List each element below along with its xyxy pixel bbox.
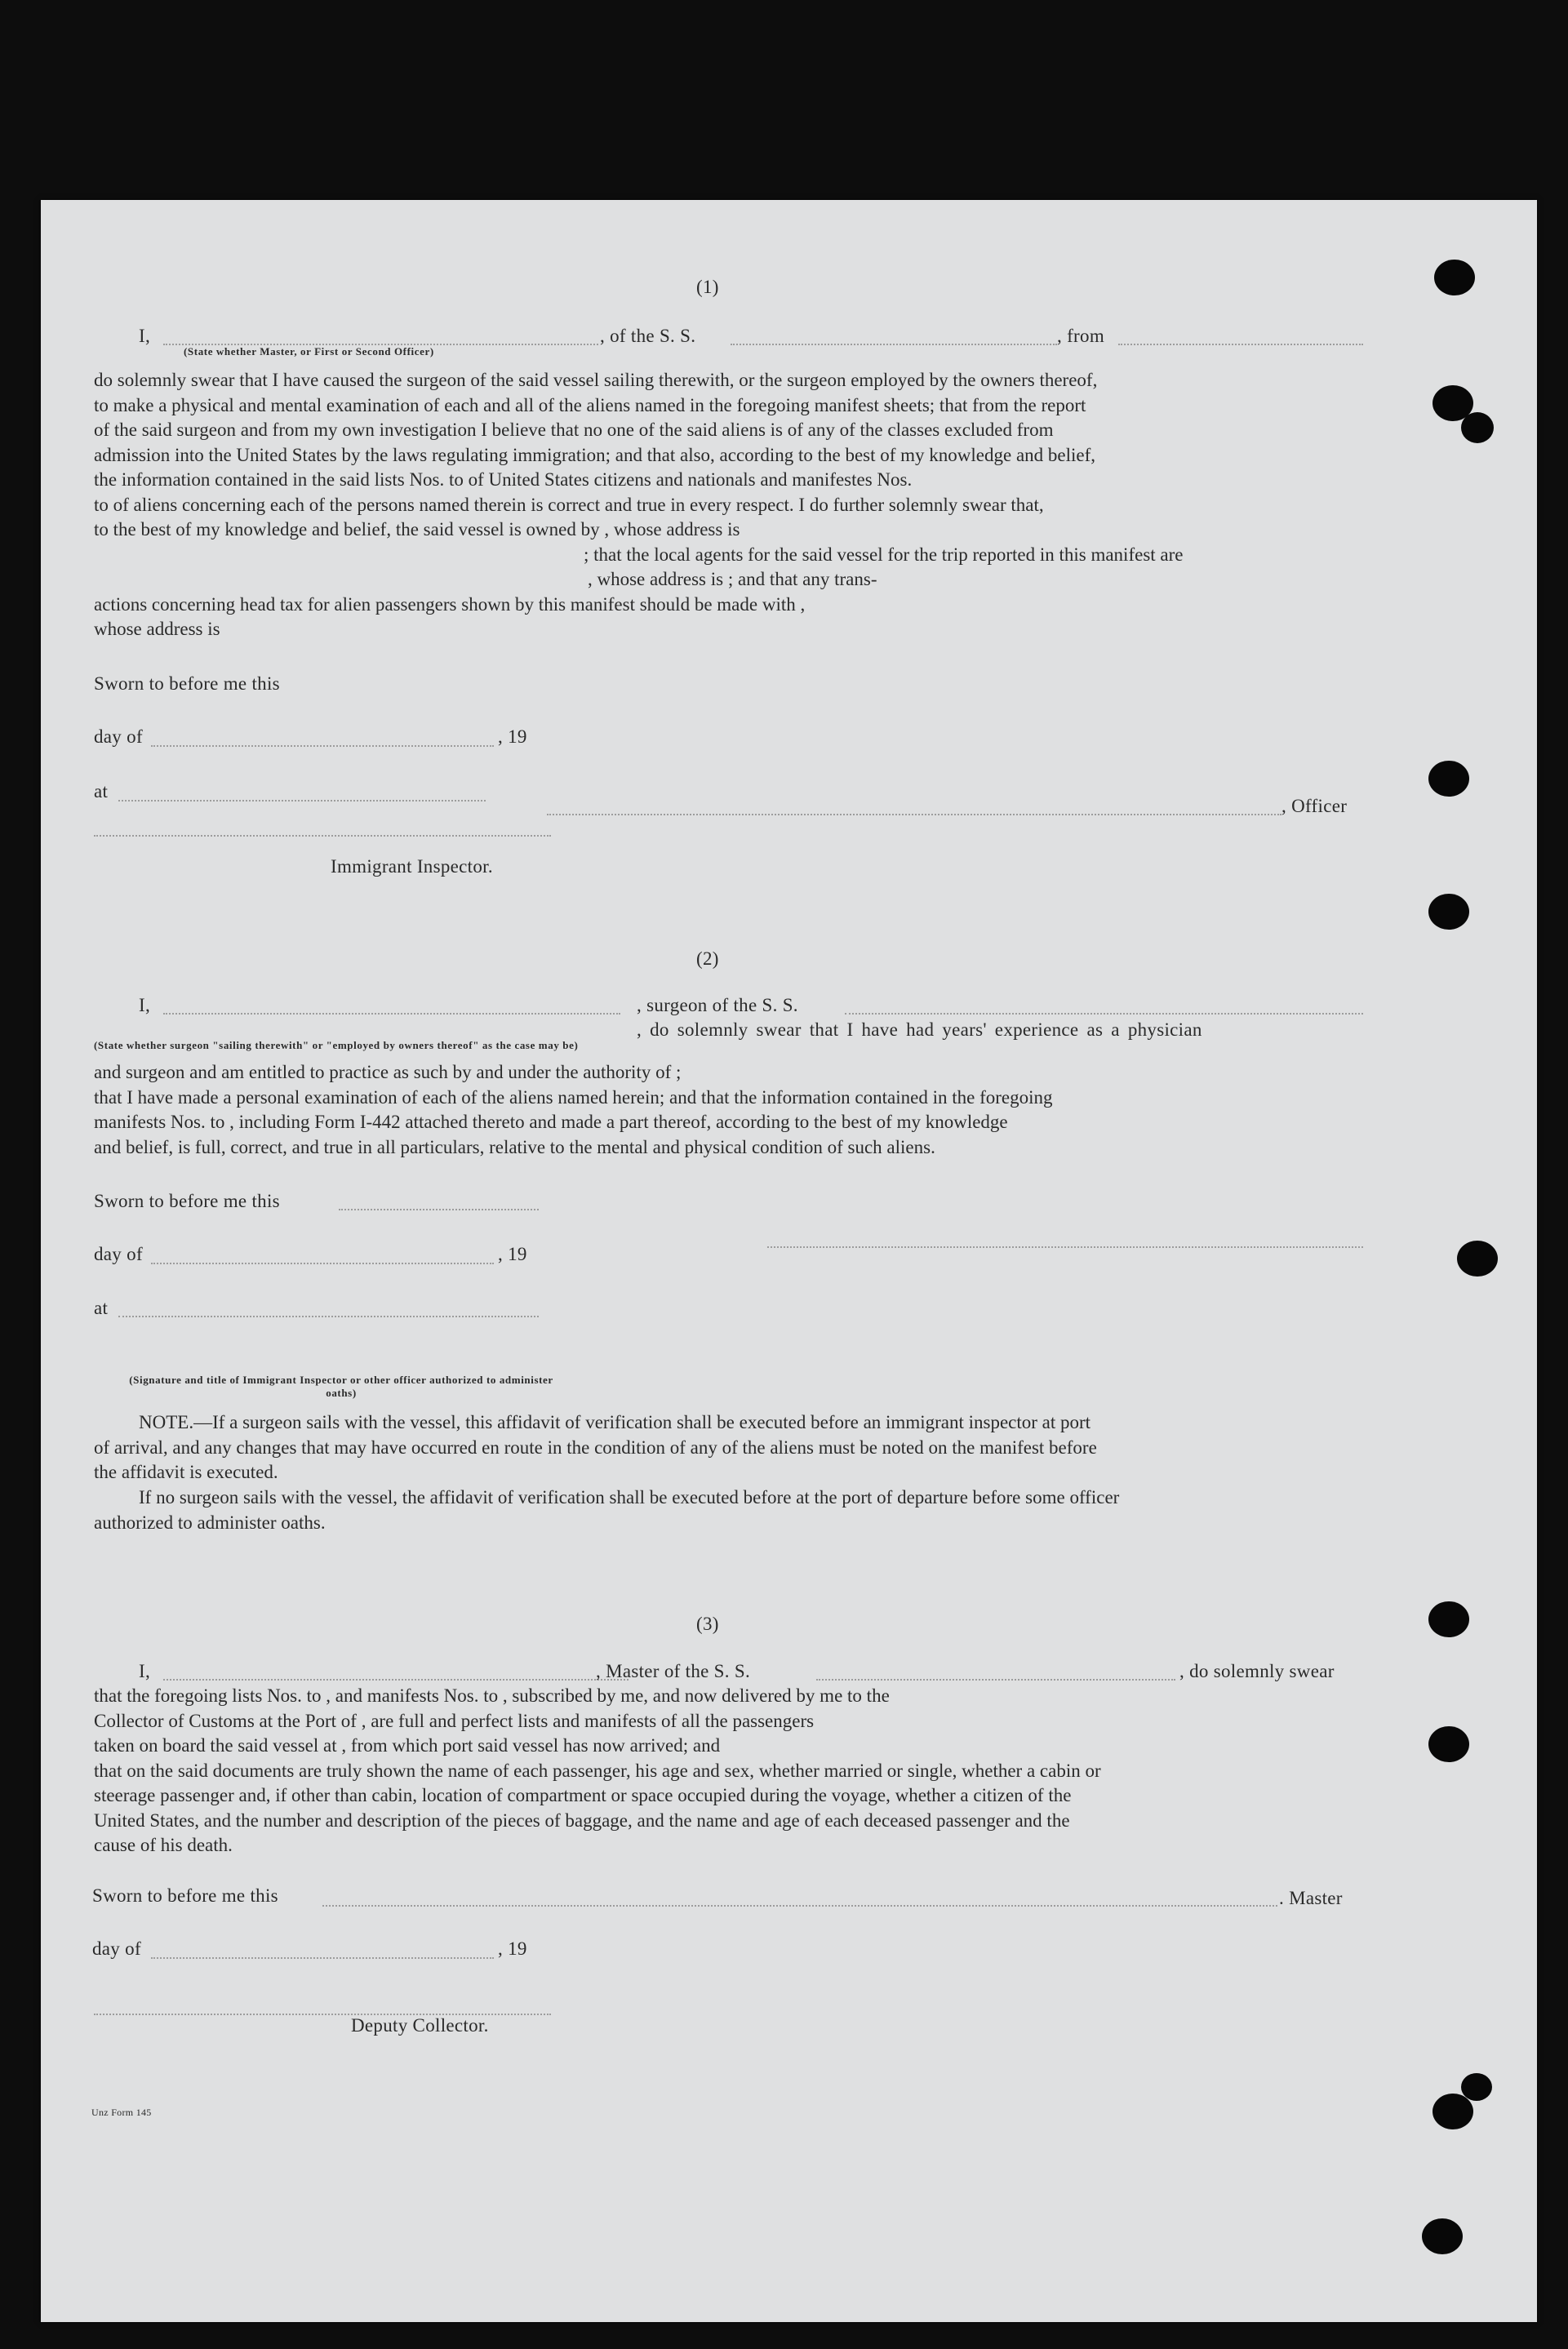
section1-line: to make a physical and mental examination of each and all of the aliens named in the foregoing manifest sheets; that from the report — [94, 394, 1086, 415]
section3-line: steerage passenger and, if other than cabin, location of compartment or space occupied during the voyage, whether a citizen of the — [94, 1785, 1072, 1805]
place-field-2[interactable] — [118, 1316, 539, 1317]
binder-hole — [1422, 2218, 1463, 2254]
officer-signature-field[interactable] — [547, 814, 1281, 815]
master-signature-field[interactable] — [322, 1905, 1277, 1907]
binder-hole — [1434, 260, 1475, 295]
section2-line: and surgeon and am entitled to practice as such by and under the authority of ; — [94, 1062, 682, 1082]
day-field-3[interactable] — [151, 1957, 494, 1959]
master-of-ss-label: , Master of the S. S. — [596, 1661, 751, 1681]
binder-hole — [1433, 2094, 1473, 2129]
sworn-label-1: Sworn to before me this — [94, 673, 280, 694]
sworn-field-2[interactable] — [339, 1209, 539, 1210]
section3-intro-i: I, — [139, 1661, 151, 1681]
surgeon-vessel-field[interactable] — [845, 1013, 1363, 1015]
note-line: If no surgeon sails with the vessel, the affidavit of verification shall be executed before at the port of departure before some officer — [139, 1487, 1120, 1508]
section2-line: manifests Nos. to , including Form I-442 attached thereto and made a part thereof, according to the best of my knowledge — [94, 1112, 1008, 1132]
section1-line: to the best of my knowledge and belief, the said vessel is owned by , whose address is — [94, 519, 740, 540]
signature-note: (Signature and title of Immigrant Inspector or other officer authorized to administer oaths) — [129, 1374, 553, 1399]
section2-body — [94, 1060, 1363, 1160]
section2-line: and belief, is full, correct, and true in all particulars, relative to the mental and physical condition of such aliens. — [94, 1136, 935, 1157]
binder-hole — [1461, 412, 1494, 443]
vessel-name-field-3[interactable] — [816, 1679, 1175, 1681]
day-field-1[interactable] — [151, 745, 494, 747]
day-of-label-2: day of — [94, 1244, 143, 1264]
place-field-1[interactable] — [118, 800, 486, 802]
day-of-label-1: day of — [94, 726, 143, 747]
binder-hole — [1457, 1241, 1498, 1277]
deputy-label: Deputy Collector. — [351, 2015, 489, 2036]
section2-intro-i: I, — [139, 995, 151, 1015]
note-paragraph-2 — [94, 1485, 1363, 1535]
manifest-affidavit-page — [41, 200, 1537, 2322]
day-of-label-3: day of — [92, 1938, 141, 1959]
inspector-signature-field[interactable] — [94, 835, 551, 837]
surgeon-note: (State whether surgeon "sailing therewith" or "employed by owners thereof" as the case may be) — [94, 1039, 579, 1051]
surgeon-swear-line: , do solemnly swear that I have had years' experience as a physician — [637, 1019, 1202, 1040]
binder-hole — [1428, 894, 1469, 930]
at-label-2: at — [94, 1298, 109, 1318]
section1-intro-i: I, — [139, 326, 151, 346]
section1-line: admission into the United States by the laws regulating immigration; and that also, according to the best of my knowledge and belief, — [94, 444, 1096, 465]
note-line: authorized to administer oaths. — [94, 1512, 326, 1533]
section3-body — [94, 1684, 1363, 1858]
year-label-2: , 19 — [498, 1244, 527, 1264]
master-label: . Master — [1279, 1888, 1343, 1908]
section1-line: to of aliens concerning each of the persons named therein is correct and true in every respect. I do further solemnly swear that, — [94, 494, 1044, 515]
master-name-field-3[interactable] — [163, 1679, 629, 1681]
section3-line: Collector of Customs at the Port of , are full and perfect lists and manifests of all the passengers — [94, 1710, 815, 1731]
section1-line: do solemnly swear that I have caused the surgeon of the said vessel sailing therewith, or the surgeon employed by the owners thereof, — [94, 370, 1098, 390]
section3-line: United States, and the number and description of the pieces of baggage, and the name and age of each deceased passenger and the — [94, 1809, 1070, 1831]
section1-line: actions concerning head tax for alien passengers shown by this manifest should be made with , — [94, 593, 806, 615]
section1-line: ; that the local agents for the said vessel for the trip reported in this manifest are — [584, 544, 1184, 565]
section1-line: , whose address is ; and that any trans- — [588, 569, 877, 589]
note-line: the affidavit is executed. — [94, 1462, 278, 1482]
note-paragraph-1 — [94, 1410, 1363, 1485]
sworn-label-3: Sworn to before me this — [92, 1885, 278, 1906]
note-line: of arrival, and any changes that may have occurred en route in the condition of any of the aliens must be noted on the manifest before — [94, 1436, 1097, 1458]
section1-line: whose address is — [94, 619, 220, 639]
section1-line: of the said surgeon and from my own investigation I believe that no one of the said aliens is of any of the classes excluded from — [94, 420, 1054, 440]
section2-number: (2) — [696, 948, 719, 969]
surgeon-of-label: , surgeon of the S. S. — [637, 995, 798, 1015]
section2-line: that I have made a personal examination of each of the aliens named herein; and that the information contained in the foregoing — [94, 1086, 1053, 1108]
of-the-ss-label: , of the S. S. — [600, 324, 699, 349]
officer-label: , Officer — [1281, 796, 1348, 816]
note-line: NOTE.—If a surgeon sails with the vessel, this affidavit of verification shall be executed before an immigrant inspector at port — [139, 1412, 1091, 1432]
section3-number: (3) — [696, 1614, 719, 1634]
section1-number: (1) — [696, 277, 719, 297]
at-label-1: at — [94, 781, 109, 802]
section3-line: taken on board the said vessel at , from which port said vessel has now arrived; and — [94, 1735, 721, 1756]
binder-hole — [1428, 1726, 1469, 1762]
surgeon-name-field[interactable] — [163, 1013, 620, 1015]
section1-body — [94, 368, 1363, 642]
swear-label-3: , do solemnly swear — [1179, 1661, 1335, 1681]
from-label: , from — [1057, 326, 1105, 346]
binder-hole — [1428, 761, 1469, 797]
section3-line: that the foregoing lists Nos. to , and manifests Nos. to , subscribed by me, and now delivered by me to the — [94, 1685, 890, 1706]
vessel-name-field[interactable] — [731, 344, 1057, 345]
binder-hole — [1461, 2073, 1492, 2101]
form-number: Unz Form 145 — [91, 2107, 152, 2118]
section1-line: the information contained in the said lists Nos. to of United States citizens and nationals and manifestes Nos. — [94, 469, 913, 490]
section3-line: that on the said documents are truly shown the name of each passenger, his age and sex, whether married or single, whether a cabin or — [94, 1760, 1101, 1781]
year-label-3: , 19 — [498, 1938, 527, 1959]
officer-note: (State whether Master, or First or Second Officer) — [184, 345, 434, 357]
from-port-field[interactable] — [1118, 344, 1363, 345]
sworn-label-2: Sworn to before me this — [94, 1191, 280, 1211]
binder-hole — [1428, 1601, 1469, 1637]
surgeon-signature-field[interactable] — [767, 1246, 1363, 1248]
inspector-label: Immigrant Inspector. — [331, 856, 493, 877]
year-label-1: , 19 — [498, 726, 527, 747]
section3-line: cause of his death. — [94, 1835, 233, 1855]
day-field-2[interactable] — [151, 1263, 494, 1264]
